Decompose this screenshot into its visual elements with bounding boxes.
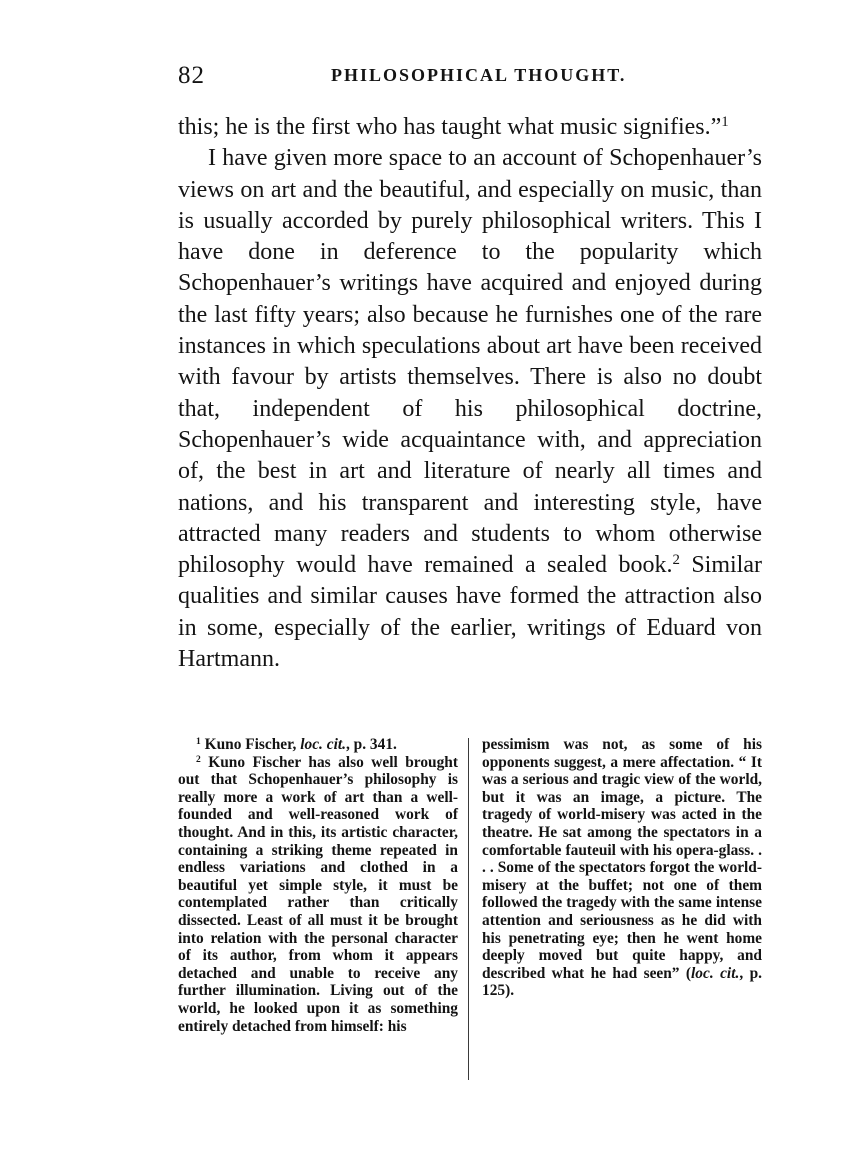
footnote-2 — [178, 754, 458, 1036]
footnote-marker: 1 — [196, 735, 201, 747]
footnote-2-continued — [482, 736, 762, 1000]
footnote-ref-2: 2 — [672, 551, 680, 568]
paragraph-text: I have given more space to an account of Schopenhauer’s views on art and the beautiful, and especially on music, than is usually accorded by purely philosophical writers. This I have done in deference to the popularity which Schopenhauer’s writings have acquired and enjoyed during the last fifty years; also because he furnishes one of the rare instances in which speculations about art have been received with favour by artists themselves. There is also no doubt that, independent of his philosophical doctrine, Schopenhauer’s wide acquaintance with, and appreciation of, the best in art and literature of nearly all times and nations, and his transparent and interesting style, have attracted many readers and students to whom otherwise philosophy would have remained a sealed book. — [178, 145, 762, 579]
footnote-ref-1: 1 — [721, 113, 729, 130]
running-head: PHILOSOPHICAL THOUGHT. — [331, 65, 627, 85]
page-header — [178, 62, 762, 96]
paragraph-continued — [178, 112, 762, 143]
footnote-column-left — [178, 736, 458, 1035]
paragraph-text: this; he is the first who has taught what music signifies.” — [178, 114, 722, 140]
page-number: 82 — [178, 62, 205, 89]
footnote-text: , p. 125). — [482, 964, 762, 1000]
footnote-text: pessimism was not, as some of his opponents suggest, a mere affectation. “ It was a serious and tragic view of the world, but it was an image, a picture. The tragedy of world-misery was acted in the theatre. He sat among the spectators in a comfortable fauteuil with his opera-glass. . . . Some of the spectators forgot the world-misery at the buffet; not one of them followed the tragedy with the same intense attention and seriousness as he did with his penetrating eye; then he went home deeply moved but quite happy, and described what he had seen” ( — [482, 736, 762, 982]
column-divider — [468, 738, 469, 1080]
paragraph-schopenhauer — [178, 143, 762, 675]
footnote-text: , p. 341. — [345, 736, 397, 753]
footnote-text: Kuno Fischer, — [200, 736, 301, 753]
footnote-text: Kuno Fischer has also well brought out that Schopenhauer’s philosophy is really more a work of art than a well-founded and well-reasoned work of thought. And in this, its artistic character, containing a striking theme repeated in endless variations and clothed in a beautiful yet simple style, it must be contemplated rather than critically dissected. Least of all must it be brought into relation with the personal character of its author, from whom it appears detached and unable to receive any further illumination. Living out of the world, he looked upon it as something entirely detached from himself: his — [178, 753, 458, 1035]
footnote-citation: loc. cit. — [300, 736, 346, 753]
paragraph-text: Similar qualities and similar causes have formed the attraction also in some, especially of the earlier, writings of Eduard von Hartmann. — [178, 552, 762, 673]
footnote-column-right — [482, 736, 762, 1000]
footnotes — [178, 736, 764, 1082]
footnote-1 — [178, 736, 458, 754]
main-text — [178, 112, 762, 675]
footnote-citation: loc. cit. — [691, 964, 740, 982]
footnote-marker: 2 — [196, 753, 201, 765]
